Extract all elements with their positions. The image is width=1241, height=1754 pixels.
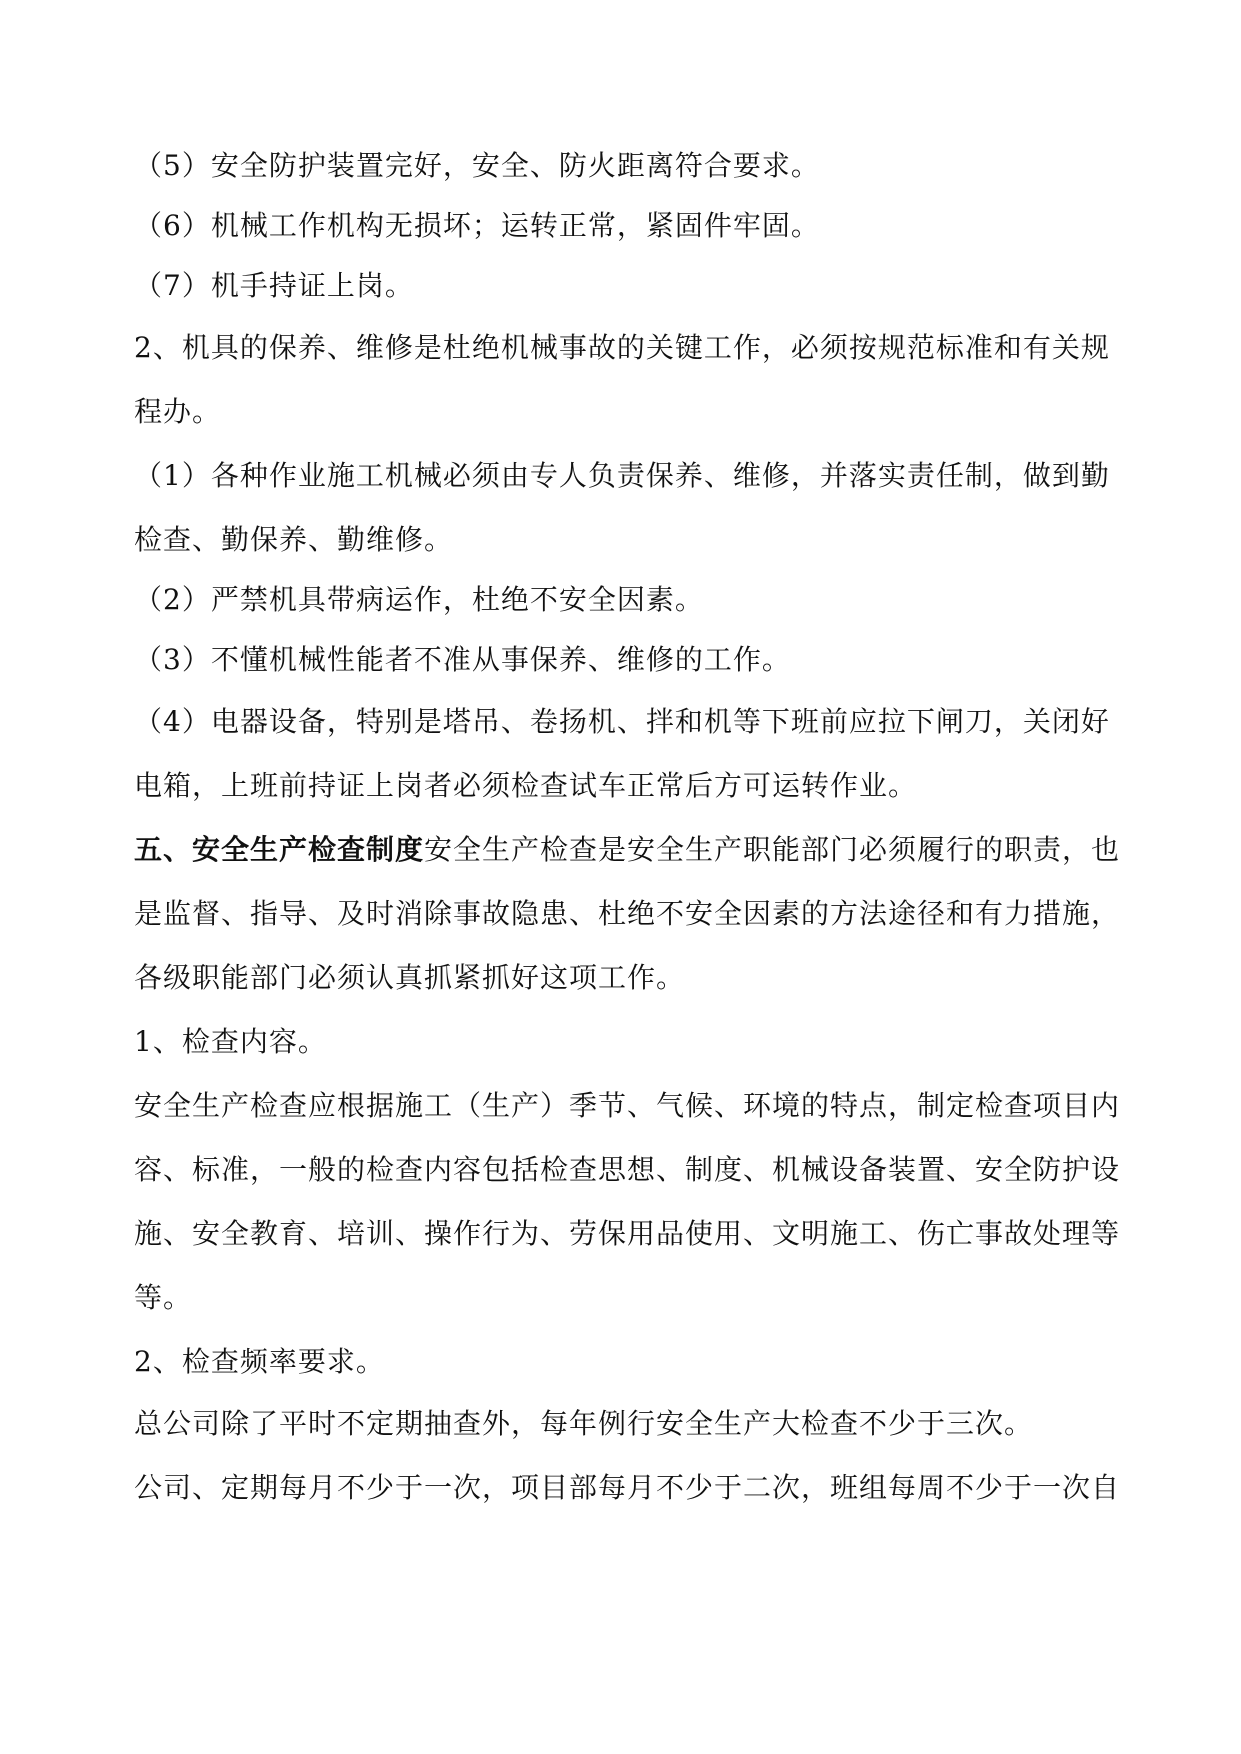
text-line: 2、检查频率要求。	[134, 1345, 385, 1378]
text-line: 程办。	[134, 395, 222, 428]
text-line: （1）各种作业施工机械必须由专人负责保养、维修，并落实责任制，做到勤	[134, 459, 1110, 492]
text-line: 公司、定期每月不少于一次，项目部每月不少于二次，班组每周不少于一次自	[134, 1471, 1121, 1504]
text-line: （2）严禁机具带病运作，杜绝不安全因素。	[134, 583, 704, 616]
section-text: 安全生产检查是安全生产职能部门必须履行的职责，也	[424, 833, 1121, 866]
text-line: 安全生产检查应根据施工（生产）季节、气候、环境的特点，制定检查项目内	[134, 1089, 1121, 1122]
text-line: （6）机械工作机构无损坏；运转正常，紧固件牢固。	[134, 209, 820, 242]
text-line: 检查、勤保养、勤维修。	[134, 523, 454, 556]
text-line: 施、安全教育、培训、操作行为、劳保用品使用、文明施工、伤亡事故处理等	[134, 1217, 1121, 1250]
text-line: 是监督、指导、及时消除事故隐患、杜绝不安全因素的方法途径和有力措施，	[134, 897, 1121, 930]
text-line: 容、标准，一般的检查内容包括检查思想、制度、机械设备装置、安全防护设	[134, 1153, 1121, 1186]
text-line: 电箱，上班前持证上岗者必须检查试车正常后方可运转作业。	[134, 769, 918, 802]
text-line: （4）电器设备，特别是塔吊、卷扬机、拌和机等下班前应拉下闸刀，关闭好	[134, 705, 1110, 738]
section-heading: 五、安全生产检查制度	[134, 833, 425, 866]
text-line: 2、机具的保养、维修是杜绝机械事故的关键工作，必须按规范标准和有关规	[134, 331, 1110, 364]
text-line: （5）安全防护装置完好，安全、防火距离符合要求。	[134, 149, 820, 182]
text-line: （3）不懂机械性能者不准从事保养、维修的工作。	[134, 643, 791, 676]
text-line: （7）机手持证上岗。	[134, 269, 414, 302]
section-heading-line	[134, 832, 1120, 868]
text-line: 1、检查内容。	[134, 1025, 327, 1058]
text-line: 等。	[134, 1281, 193, 1314]
text-line: 各级职能部门必须认真抓紧抓好这项工作。	[134, 961, 686, 994]
text-line: 总公司除了平时不定期抽查外，每年例行安全生产大检查不少于三次。	[134, 1407, 1034, 1440]
